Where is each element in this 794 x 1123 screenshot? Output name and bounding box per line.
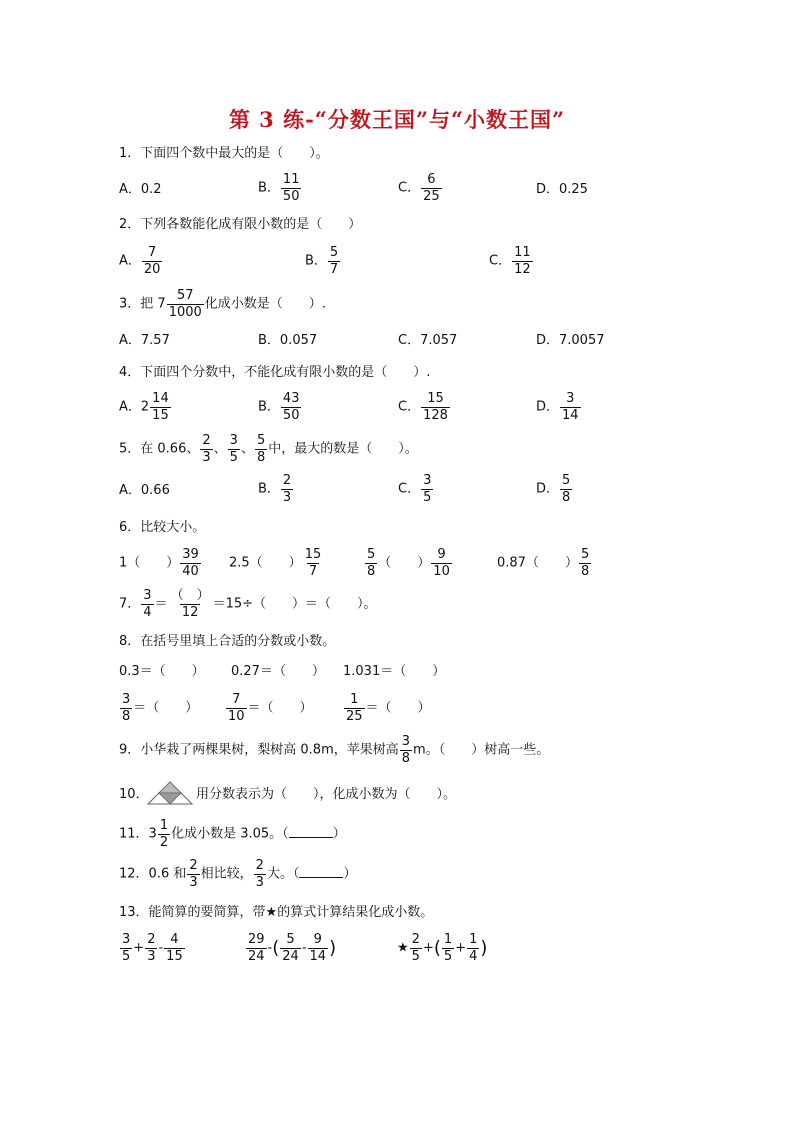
- fraction: $\frac{43}{50}$: [282, 391, 300, 423]
- q10-label: 10．: [119, 787, 149, 802]
- fraction: $\frac{5}{8}$: [562, 473, 571, 505]
- q8-stem: 8．在括号里填上合适的分数或小数。: [119, 634, 336, 649]
- fraction: $\frac{3}{5}$: [423, 473, 432, 505]
- q6-item-2: 2.5（ ） $\frac{15}{7}$: [229, 547, 322, 579]
- fraction: （ ） 12: [170, 588, 210, 620]
- fraction: $\frac{3}{5}$: [229, 433, 238, 465]
- q8-blank-2: 0.27＝（ ）: [231, 664, 325, 679]
- fraction: $\frac{39}{40}$: [182, 547, 199, 579]
- fraction: $\frac{5}{7}$: [329, 245, 339, 277]
- q7-stem: 7． $\frac{3}{4}$ ＝ （ ） 12 ＝15÷（ ）＝（ ）。: [119, 588, 377, 620]
- q2-option-c: C． $\frac{11}{12}$: [489, 245, 531, 277]
- q5-option-c: C． $\frac{3}{5}$: [398, 473, 432, 505]
- star-icon: ★: [397, 940, 409, 956]
- fraction: $\frac{2}{3}$: [282, 473, 292, 505]
- fraction: $\frac{3}{8}$: [122, 692, 131, 724]
- q8-blank-3: 1.031＝（ ）: [343, 664, 446, 679]
- fraction: $\frac{7}{20}$: [143, 245, 161, 277]
- q1-option-b: B． $\frac{11}{50}$: [258, 172, 300, 204]
- q2-stem: 2．下列各数能化成有限小数的是（ ）: [119, 217, 362, 232]
- fraction: $\frac{57}{1000}$: [168, 288, 202, 320]
- q5-option-a: A．0.66: [119, 483, 170, 498]
- q1-stem: 1．下面四个数中最大的是（ ）。: [119, 146, 329, 161]
- q6-item-3: $\frac{5}{8}$ （ ） $\frac{9}{10}$: [367, 547, 450, 579]
- q4-option-c: C． $\frac{15}{128}$: [398, 391, 448, 423]
- fraction: $\frac{5}{8}$: [256, 433, 266, 465]
- page-title: 第 3 练-“分数王国”与“小数王国”: [228, 107, 566, 132]
- fraction: $\frac{4}{15}$: [166, 932, 183, 964]
- fraction: $\frac{2}{3}$: [202, 433, 211, 465]
- fraction: $\frac{15}{7}$: [304, 547, 322, 579]
- q5-option-b: B． $\frac{2}{3}$: [258, 473, 292, 505]
- fraction: $\frac{1}{25}$: [346, 692, 363, 724]
- fraction: $\frac{5}{24}$: [282, 932, 299, 964]
- q8-blank-1: 0.3＝（ ）: [119, 664, 205, 679]
- fraction: $\frac{2}{3}$: [147, 932, 156, 964]
- fraction: $\frac{9}{14}$: [309, 932, 327, 964]
- q10-stem: 用分数表示为（ ），化成小数为（ ）。: [196, 787, 457, 802]
- q13-expression-1: $\frac{3}{5}$ + $\frac{2}{3}$ - $\frac{4}{15}$: [122, 932, 183, 964]
- q4-stem: 4．下面四个分数中，不能化成有限小数的是（ ）.: [119, 365, 431, 380]
- q5-option-d: D． $\frac{5}{8}$: [536, 473, 571, 505]
- fraction: $\frac{2}{5}$: [411, 932, 420, 964]
- q3-option-a: A．7.57: [119, 333, 170, 348]
- q13-expression-3: ★ $\frac{2}{5}$ +( $\frac{1}{5}$ + $\frac{1}{4}$ ): [397, 932, 488, 964]
- answer-blank[interactable]: [289, 825, 333, 838]
- fraction: $\frac{11}{12}$: [514, 245, 531, 277]
- q1-option-d: D．0.25: [536, 182, 588, 197]
- q8-blank-5: $\frac{7}{10}$ ＝（ ）: [228, 692, 313, 724]
- fraction: $\frac{2}{3}$: [255, 858, 264, 890]
- answer-blank[interactable]: [299, 865, 343, 878]
- fraction: $\frac{1}{2}$: [159, 818, 169, 850]
- fraction: $\frac{5}{8}$: [367, 547, 376, 579]
- triangle-figure-icon: [146, 780, 194, 806]
- fraction: $\frac{2}{3}$: [189, 858, 198, 890]
- fraction: $\frac{7}{10}$: [228, 692, 245, 724]
- q1-option-a: A．0.2: [119, 182, 162, 197]
- q2-option-b: B． $\frac{5}{7}$: [305, 245, 339, 277]
- q4-option-a: A．2 $\frac{14}{15}$: [119, 391, 169, 423]
- q11-stem: 11．3 $\frac{1}{2}$ 化成小数是 3.05。（ ）: [119, 818, 346, 850]
- q4-option-b: B． $\frac{43}{50}$: [258, 391, 300, 423]
- q8-blank-4: $\frac{3}{8}$ ＝（ ）: [122, 692, 199, 724]
- fraction: $\frac{29}{24}$: [248, 932, 265, 964]
- q3-option-b: B．0.057: [258, 333, 318, 348]
- fraction: $\frac{14}{15}$: [152, 391, 169, 423]
- q12-stem: 12．0.6 和 $\frac{2}{3}$ 相比较， $\frac{2}{3}$ 大。（ ）: [119, 858, 357, 890]
- fraction: $\frac{1}{4}$: [469, 932, 478, 964]
- q6-item-1: 1（ ） $\frac{39}{40}$: [119, 547, 199, 579]
- fraction: $\frac{3}{4}$: [143, 588, 152, 620]
- fraction: $\frac{3}{5}$: [122, 932, 131, 964]
- q6-item-4: 0.87（ ） $\frac{5}{8}$: [497, 547, 590, 579]
- q4-option-d: D． $\frac{3}{14}$: [536, 391, 579, 423]
- fraction: $\frac{3}{14}$: [562, 391, 579, 423]
- q3-option-c: C．7.057: [398, 333, 458, 348]
- fraction: $\frac{1}{5}$: [443, 932, 453, 964]
- q9-stem: 9．小华栽了两棵果树，梨树高 0.8m，苹果树高 $\frac{3}{8}$ m。（ ）树高一些。: [119, 734, 550, 766]
- fraction: $\frac{15}{128}$: [423, 391, 448, 423]
- fraction: $\frac{11}{50}$: [282, 172, 300, 204]
- q13-stem: 13．能简算的要简算，带★的算式计算结果化成小数。: [119, 905, 434, 920]
- q6-stem: 6．比较大小。: [119, 520, 206, 535]
- q8-blank-6: $\frac{1}{25}$ ＝（ ）: [346, 692, 431, 724]
- fraction: $\frac{9}{10}$: [433, 547, 450, 579]
- q5-stem: 5．在 0.66、 $\frac{2}{3}$ 、 $\frac{3}{5}$ 、 $\frac{5}{8}$ 中，最大的数是（ ）。: [119, 433, 418, 465]
- q3-option-d: D．7.0057: [536, 333, 605, 348]
- fraction: $\frac{5}{8}$: [580, 547, 590, 579]
- q1-option-c: C． $\frac{6}{25}$: [398, 172, 440, 204]
- q13-expression-2: $\frac{29}{24}$ -( $\frac{5}{24}$ - $\frac{9}{14}$ ): [248, 932, 337, 964]
- q2-option-a: A． $\frac{7}{20}$: [119, 245, 161, 277]
- fraction: $\frac{6}{25}$: [423, 172, 440, 204]
- fraction: $\frac{3}{8}$: [401, 734, 411, 766]
- q3-stem: 3．把 7 $\frac{57}{1000}$ 化成小数是（ ）.: [119, 288, 326, 320]
